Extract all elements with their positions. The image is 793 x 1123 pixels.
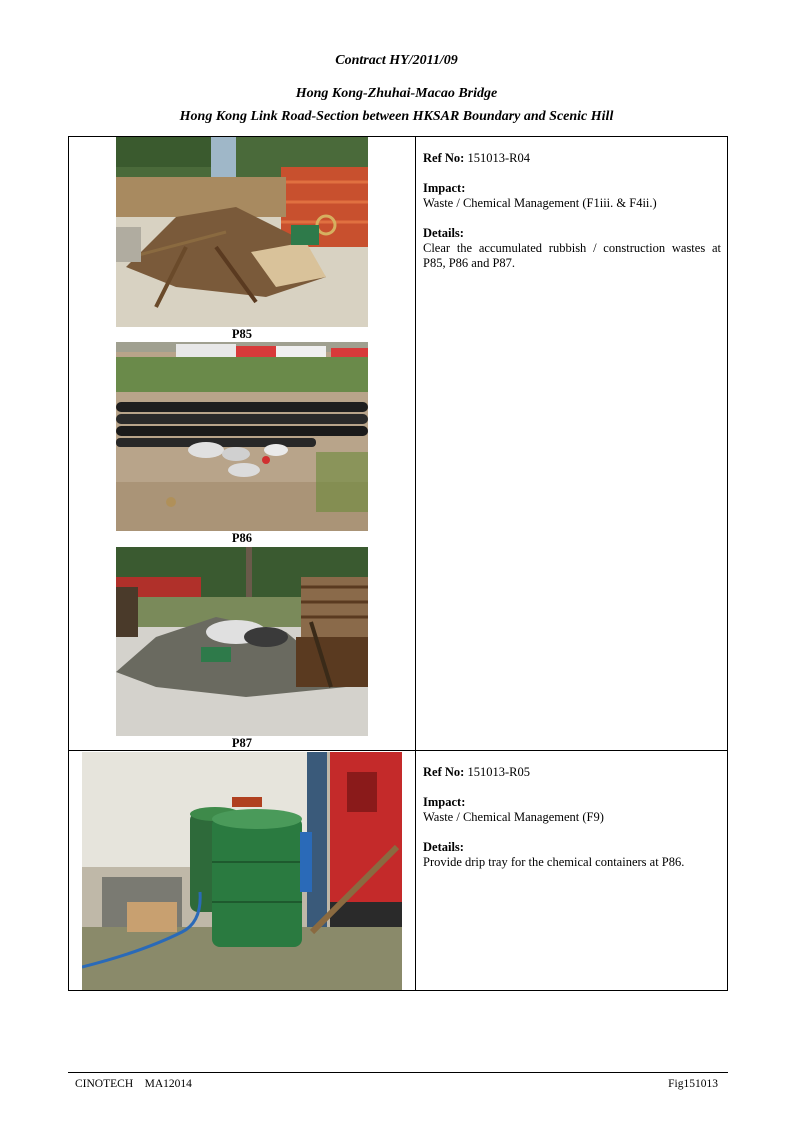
photo-p85 (116, 137, 368, 327)
footer-right: Fig151013 (668, 1078, 718, 1090)
photo-p87 (116, 547, 368, 736)
photo-caption: P86 (231, 531, 253, 545)
ref-line: Ref No: 151013-R05 (423, 765, 530, 779)
record-row (69, 751, 728, 991)
ref-line: Ref No: 151013-R04 (423, 151, 530, 165)
photo-chemical-drums (82, 752, 402, 990)
footer-rule (68, 1072, 728, 1073)
impact-block: Impact: Waste / Chemical Management (F9) (423, 795, 721, 825)
details-text: Clear the accumulated rubbish / construction wastes at P85, P86 and P87. (423, 241, 721, 270)
photo-caption: P85 (231, 327, 253, 341)
details-block: Details: Provide drip tray for the chemical containers at P86. (423, 840, 721, 870)
details-text: Provide drip tray for the chemical containers at P86. (423, 855, 685, 869)
info-cell (416, 751, 728, 991)
info-cell (416, 137, 728, 751)
footer-left: CINOTECH MA12014 (75, 1078, 192, 1090)
photo-p86 (116, 342, 368, 531)
impact-block: Impact: Waste / Chemical Management (F1iii. & F4ii.) (423, 181, 721, 211)
ref-number: 151013-R05 (467, 765, 530, 779)
impact-text: Waste / Chemical Management (F9) (423, 810, 604, 824)
project-title: Hong Kong-Zhuhai-Macao Bridge (295, 86, 498, 101)
impact-text: Waste / Chemical Management (F1iii. & F4ii.) (423, 196, 657, 210)
ref-number: 151013-R04 (467, 151, 530, 165)
photo-cell (69, 751, 416, 991)
photo-caption: P87 (231, 736, 253, 750)
photo-cell (69, 137, 416, 751)
observation-table (68, 136, 728, 991)
details-block: Details: Clear the accumulated rubbish / construction wastes at P85, P86 and P87. (423, 226, 721, 270)
record-row (69, 137, 728, 751)
section-title: Hong Kong Link Road-Section between HKSAR Boundary and Scenic Hill (179, 109, 614, 124)
contract-title: Contract HY/2011/09 (335, 53, 458, 68)
